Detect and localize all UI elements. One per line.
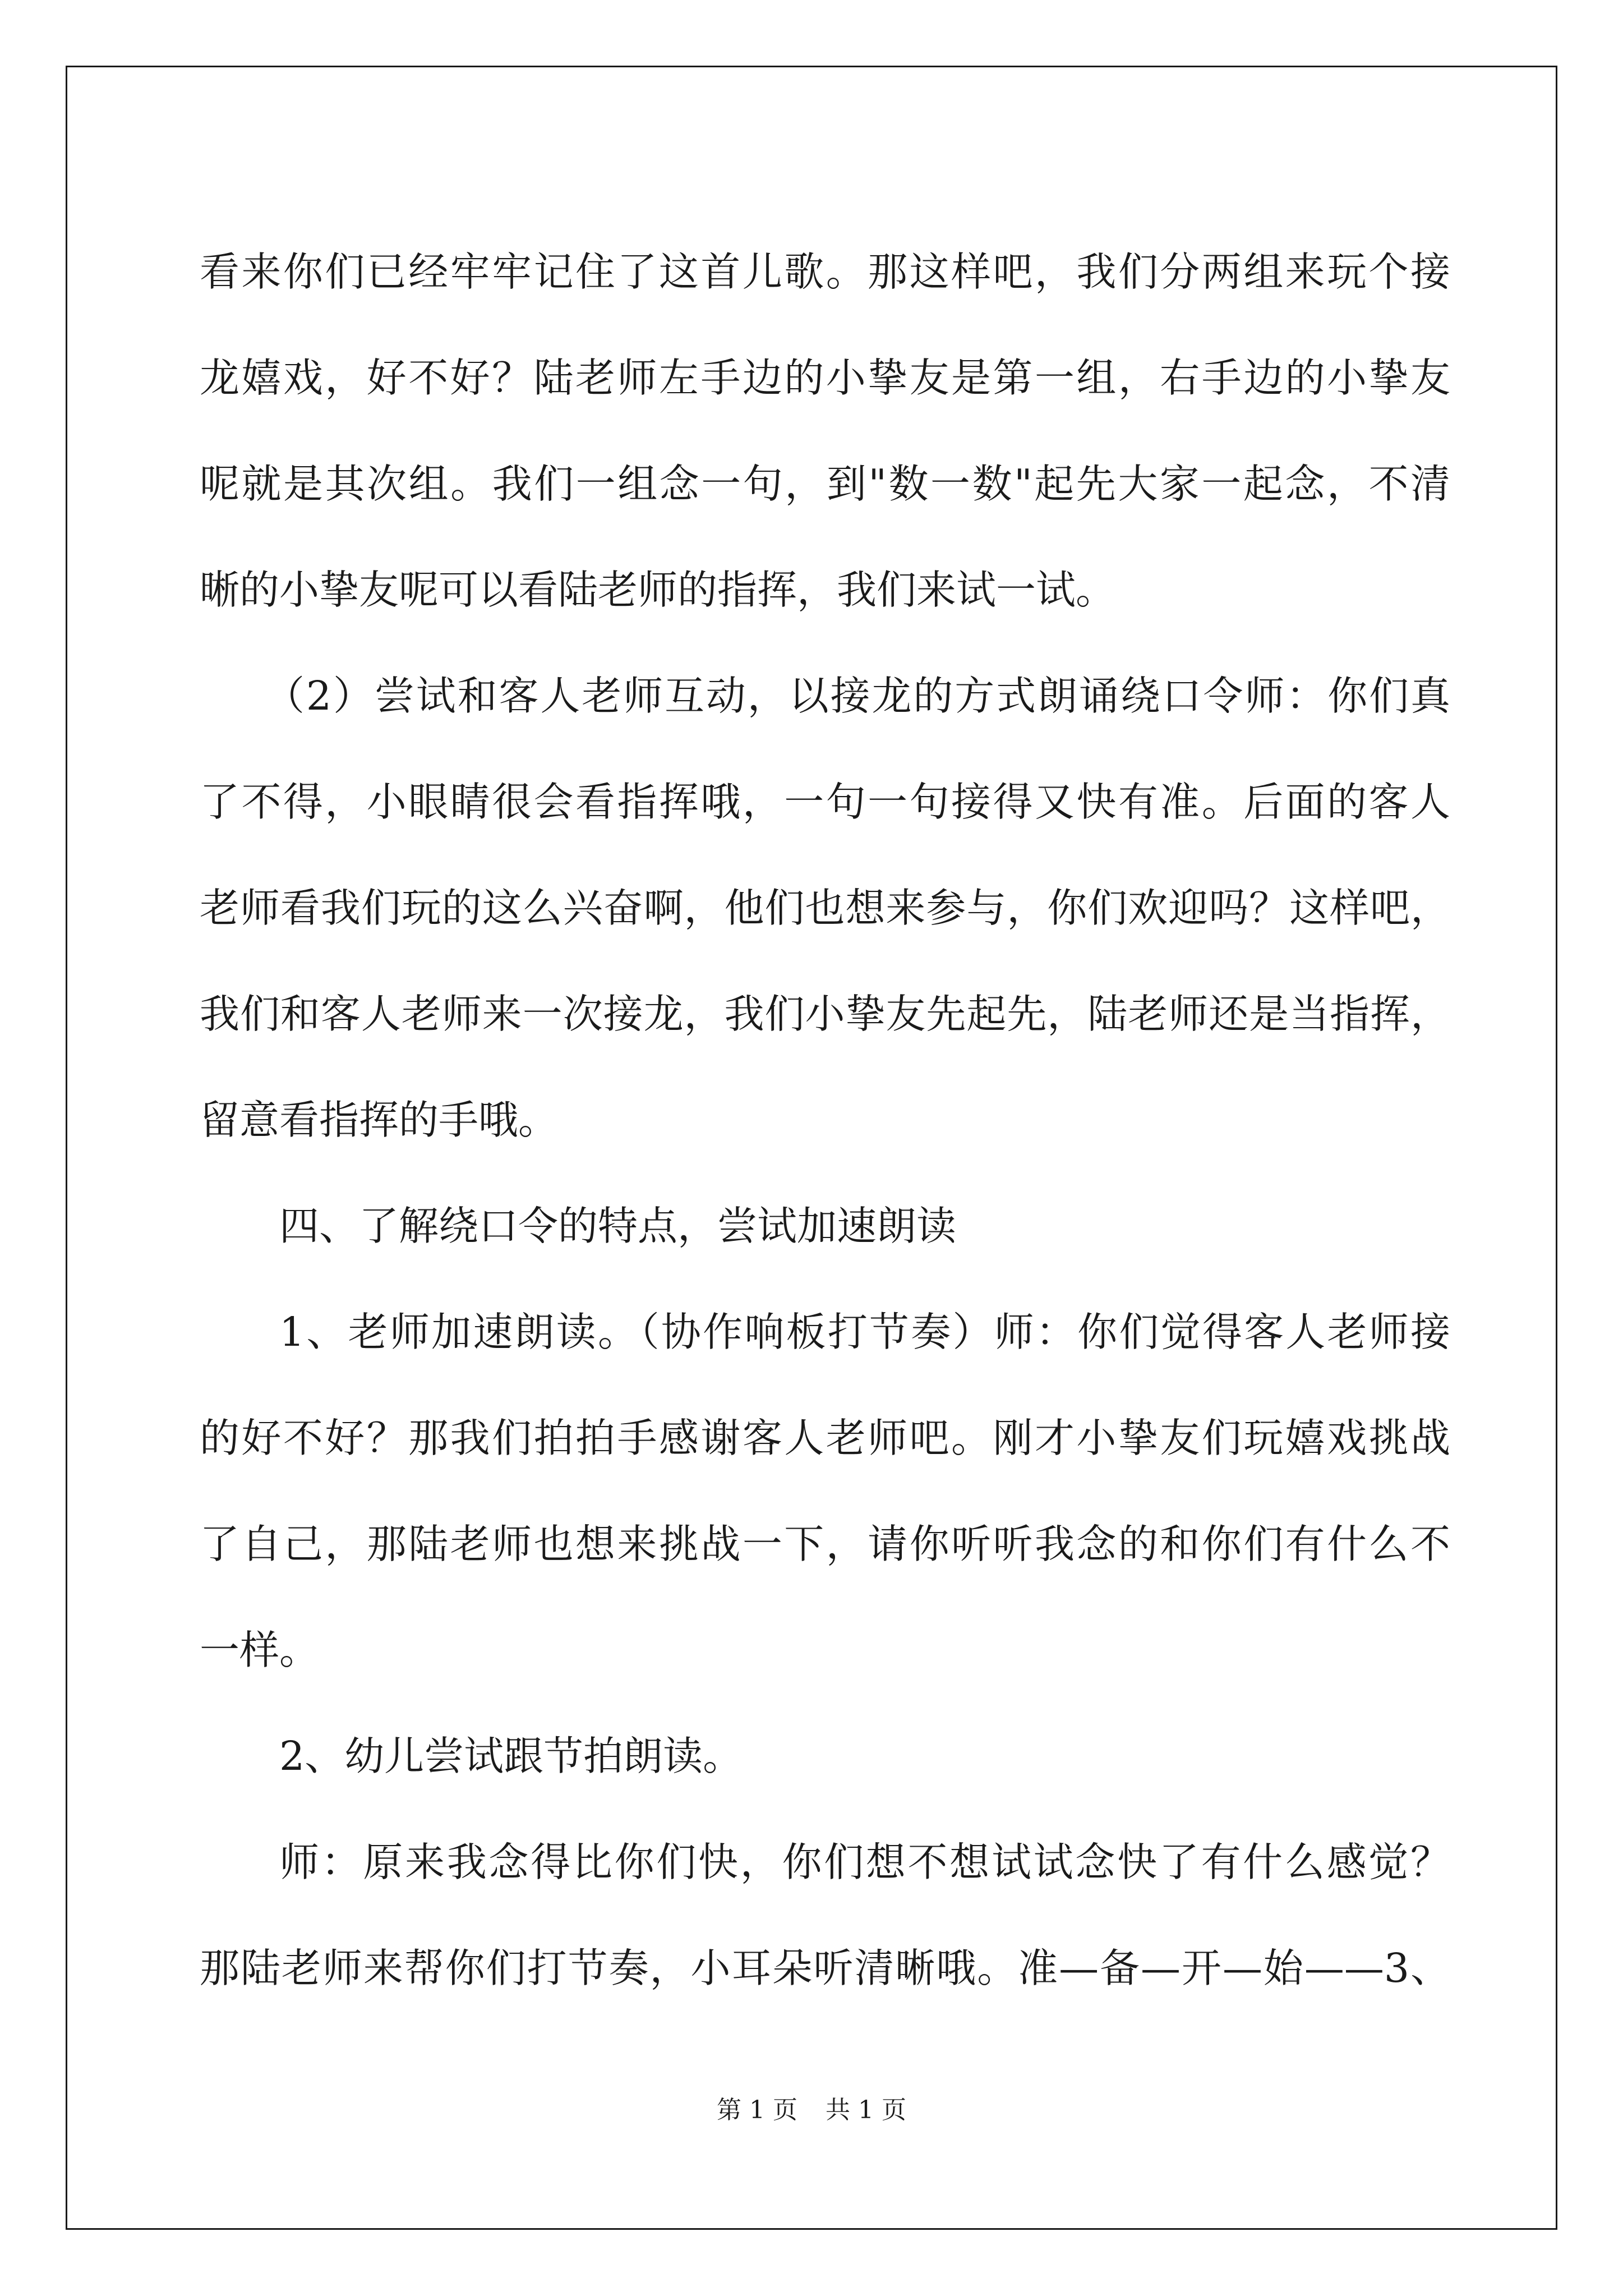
page-total: 共 1 页 <box>826 2096 906 2124</box>
page-footer <box>0 2090 1623 2125</box>
body-line: 看来你们已经牢牢记住了这首儿歌。那这样吧，我们分两组来玩个接 <box>200 249 1450 295</box>
body-line: 的好不好？那我们拍拍手感谢客人老师吧。刚才小挚友们玩嬉戏挑战 <box>200 1415 1450 1461</box>
body-line: 了自己，那陆老师也想来挑战一下，请你听听我念的和你们有什么不 <box>200 1521 1450 1567</box>
document-body <box>200 219 1450 2021</box>
body-line: 呢就是其次组。我们一组念一句，到"数一数"起先大家一起念，不清 <box>200 461 1450 507</box>
body-line: 1、老师加速朗读。（协作响板打节奏）师：你们觉得客人老师接 <box>279 1309 1450 1355</box>
body-line: 师：原来我念得比你们快，你们想不想试试念快了有什么感觉？ <box>279 1839 1450 1885</box>
page-number: 第 1 页 <box>717 2096 797 2124</box>
body-line: 龙嬉戏，好不好？陆老师左手边的小挚友是第一组，右手边的小挚友 <box>200 355 1450 401</box>
section-heading: 四、了解绕口令的特点，尝试加速朗读 <box>279 1203 957 1249</box>
body-line: 我们和客人老师来一次接龙，我们小挚友先起先，陆老师还是当指挥， <box>200 991 1450 1037</box>
body-line: 一样。 <box>200 1627 320 1673</box>
body-line: 2、幼儿尝试跟节拍朗读。 <box>279 1733 743 1779</box>
body-line: 留意看指挥的手哦。 <box>200 1097 559 1143</box>
body-line: 那陆老师来帮你们打节奏，小耳朵听清晰哦。准—备—开—始——3、 <box>200 1945 1450 1991</box>
body-line: 老师看我们玩的这么兴奋啊，他们也想来参与，你们欢迎吗？这样吧， <box>200 885 1450 931</box>
body-line: （2）尝试和客人老师互动，以接龙的方式朗诵绕口令师：你们真 <box>265 673 1450 719</box>
body-line: 晰的小挚友呢可以看陆老师的指挥，我们来试一试。 <box>200 567 1116 613</box>
body-line: 了不得，小眼睛很会看指挥哦，一句一句接得又快有准。后面的客人 <box>200 779 1450 825</box>
